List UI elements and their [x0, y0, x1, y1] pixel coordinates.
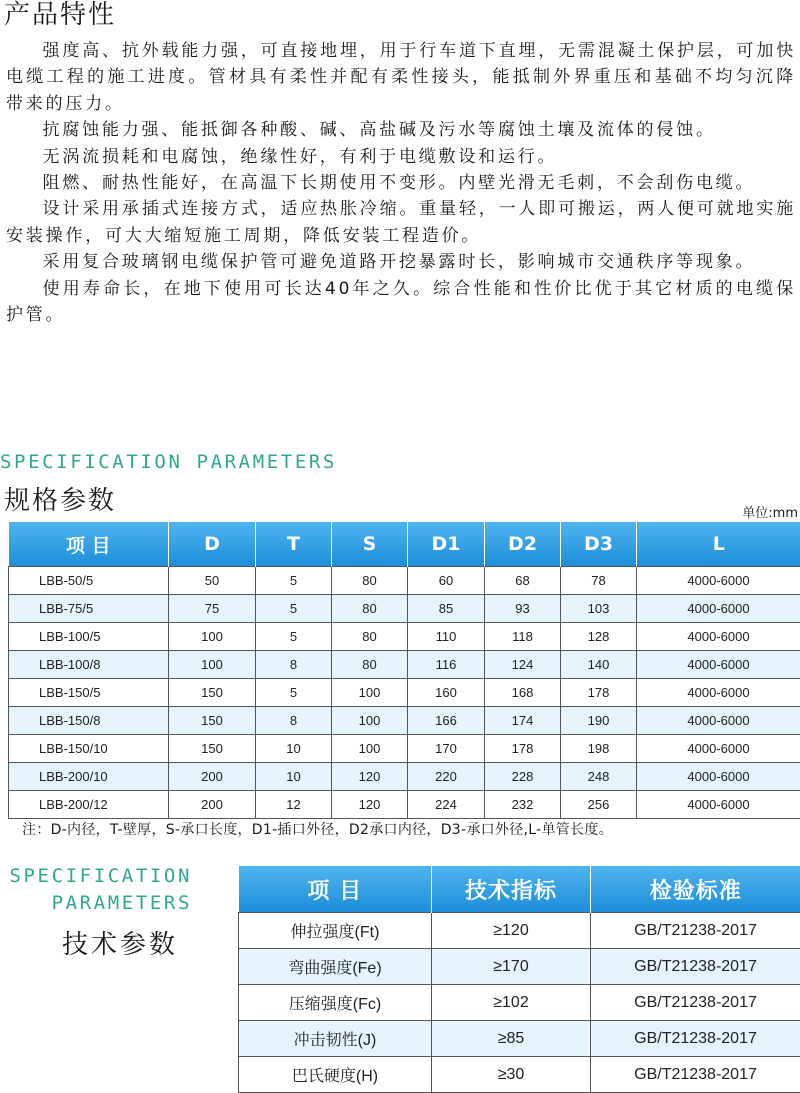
table-cell: 118 [485, 623, 561, 651]
column-header: D [169, 522, 256, 567]
table-cell: 168 [485, 679, 561, 707]
tech-heading-cn: 技术参数 [62, 924, 178, 961]
table-cell: ≥120 [432, 913, 591, 949]
table-cell: 160 [408, 679, 485, 707]
table-cell: 4000-6000 [637, 567, 800, 595]
table-cell: 10 [256, 735, 332, 763]
table-cell: GB/T21238-2017 [591, 949, 800, 985]
column-header: 技术指标 [432, 866, 591, 913]
table-cell: 压缩强度(Fc) [239, 985, 432, 1021]
column-header: D2 [485, 522, 561, 567]
table-cell: ≥85 [432, 1021, 591, 1057]
table-cell: 178 [561, 679, 637, 707]
table-cell: LBB-150/8 [9, 707, 169, 735]
table-cell: GB/T21238-2017 [591, 913, 800, 949]
table-cell: 8 [256, 651, 332, 679]
unit-label: 单位:mm [742, 502, 798, 521]
table-cell: 60 [408, 567, 485, 595]
table-cell: 128 [561, 623, 637, 651]
table-cell: ≥102 [432, 985, 591, 1021]
column-header: 项 目 [239, 866, 432, 913]
table-cell: 100 [332, 707, 408, 735]
table-row [9, 735, 800, 763]
table-cell: 80 [332, 623, 408, 651]
table-row [239, 913, 800, 949]
column-header: L [637, 522, 800, 567]
table-cell: 178 [485, 735, 561, 763]
table-cell: 4000-6000 [637, 735, 800, 763]
table-cell: 100 [169, 651, 256, 679]
table-cell: 150 [169, 707, 256, 735]
feature-paragraph: 抗腐蚀能力强、能抵御各种酸、碱、高盐碱及污水等腐蚀土壤及流体的侵蚀。 [6, 117, 796, 143]
spec-table [8, 522, 800, 819]
table-cell: 弯曲强度(Fe) [239, 949, 432, 985]
table-cell: 190 [561, 707, 637, 735]
table-row [239, 949, 800, 985]
table-cell: 140 [561, 651, 637, 679]
column-header: 项 目 [9, 522, 169, 567]
table-cell: LBB-100/5 [9, 623, 169, 651]
table-cell: 80 [332, 567, 408, 595]
table-cell: LBB-50/5 [9, 567, 169, 595]
tech-table-body [239, 913, 800, 1093]
table-cell: ≥170 [432, 949, 591, 985]
spec-heading-en: SPECIFICATION PARAMETERS [0, 451, 337, 473]
tech-table [238, 866, 800, 1093]
table-cell: 232 [485, 791, 561, 819]
table-cell: 166 [408, 707, 485, 735]
table-cell: LBB-75/5 [9, 595, 169, 623]
table-row [9, 791, 800, 819]
table-cell: 110 [408, 623, 485, 651]
table-cell: 100 [332, 679, 408, 707]
table-cell: 4000-6000 [637, 707, 800, 735]
table-cell: 228 [485, 763, 561, 791]
table-cell: 85 [408, 595, 485, 623]
table-note: 注：D-内径，T-壁厚，S-承口长度，D1-插口外径，D2承口内径，D3-承口外径,L-单管长度。 [22, 819, 613, 839]
table-cell: LBB-200/10 [9, 763, 169, 791]
table-cell: 78 [561, 567, 637, 595]
feature-paragraph: 强度高、抗外载能力强，可直接地埋，用于行车道下直埋，无需混凝土保护层，可加快电缆工程的施工进度。管材具有柔性并配有柔性接头，能抵制外界重压和基础不均匀沉降带来的压力。 [6, 38, 796, 117]
table-cell: LBB-200/12 [9, 791, 169, 819]
table-cell: GB/T21238-2017 [591, 1021, 800, 1057]
feature-paragraph: 无涡流损耗和电腐蚀，绝缘性好，有利于电缆敷设和运行。 [6, 144, 796, 170]
table-row [9, 651, 800, 679]
table-row [9, 763, 800, 791]
table-cell: 10 [256, 763, 332, 791]
table-cell: 5 [256, 623, 332, 651]
spec-heading-cn: 规格参数 [4, 480, 116, 517]
table-cell: 巴氏硬度(H) [239, 1057, 432, 1093]
column-header: T [256, 522, 332, 567]
table-cell: 5 [256, 679, 332, 707]
table-cell: 4000-6000 [637, 651, 800, 679]
table-cell: 4000-6000 [637, 595, 800, 623]
table-cell: 200 [169, 763, 256, 791]
table-cell: 80 [332, 595, 408, 623]
table-row [9, 567, 800, 595]
table-cell: LBB-150/10 [9, 735, 169, 763]
table-cell: 75 [169, 595, 256, 623]
table-cell: 5 [256, 567, 332, 595]
table-cell: 116 [408, 651, 485, 679]
table-cell: 68 [485, 567, 561, 595]
column-header: 检验标准 [591, 866, 800, 913]
table-cell: LBB-100/8 [9, 651, 169, 679]
table-cell: 4000-6000 [637, 763, 800, 791]
table-cell: 8 [256, 707, 332, 735]
tech-heading-en-line2: PARAMETERS [0, 890, 192, 917]
table-cell: 100 [169, 623, 256, 651]
table-cell: 170 [408, 735, 485, 763]
table-cell: GB/T21238-2017 [591, 985, 800, 1021]
table-cell: 冲击韧性(J) [239, 1021, 432, 1057]
table-cell: 248 [561, 763, 637, 791]
feature-paragraph: 阻燃、耐热性能好，在高温下长期使用不变形。内壁光滑无毛刺，不会刮伤电缆。 [6, 170, 796, 196]
table-cell: 120 [332, 791, 408, 819]
table-row [239, 1021, 800, 1057]
feature-paragraph: 设计采用承插式连接方式，适应热胀冷缩。重量轻，一人即可搬运，两人便可就地实施安装操作，可大大缩短施工周期，降低安装工程造价。 [6, 196, 796, 249]
table-cell: 124 [485, 651, 561, 679]
table-cell: 100 [332, 735, 408, 763]
table-row [239, 985, 800, 1021]
feature-paragraph: 采用复合玻璃钢电缆保护管可避免道路开挖暴露时长，影响城市交通秩序等现象。 [6, 249, 796, 275]
table-cell: 174 [485, 707, 561, 735]
table-cell: 4000-6000 [637, 623, 800, 651]
table-cell: 150 [169, 679, 256, 707]
table-cell: 5 [256, 595, 332, 623]
table-cell: 80 [332, 651, 408, 679]
table-cell: 93 [485, 595, 561, 623]
tech-heading-en [0, 863, 192, 917]
column-header: D3 [561, 522, 637, 567]
table-cell: 220 [408, 763, 485, 791]
table-cell: 103 [561, 595, 637, 623]
table-row [9, 623, 800, 651]
table-cell: 200 [169, 791, 256, 819]
spec-table-header [9, 522, 800, 567]
table-row [9, 679, 800, 707]
table-cell: GB/T21238-2017 [591, 1057, 800, 1093]
table-cell: 256 [561, 791, 637, 819]
features-title: 产品特性 [4, 0, 116, 32]
spec-table-body [9, 567, 800, 819]
column-header: D1 [408, 522, 485, 567]
table-row [9, 707, 800, 735]
column-header: S [332, 522, 408, 567]
features-text [6, 38, 796, 328]
table-cell: 198 [561, 735, 637, 763]
table-cell: 4000-6000 [637, 679, 800, 707]
table-cell: 12 [256, 791, 332, 819]
table-cell: 伸拉强度(Ft) [239, 913, 432, 949]
tech-table-header [239, 866, 800, 913]
table-row [9, 595, 800, 623]
table-cell: ≥30 [432, 1057, 591, 1093]
table-cell: 120 [332, 763, 408, 791]
table-cell: 50 [169, 567, 256, 595]
feature-paragraph: 使用寿命长，在地下使用可长达40年之久。综合性能和性价比优于其它材质的电缆保护管。 [6, 276, 796, 329]
table-cell: 150 [169, 735, 256, 763]
tech-heading-en-line1: SPECIFICATION [0, 863, 192, 890]
table-cell: 4000-6000 [637, 791, 800, 819]
table-cell: 224 [408, 791, 485, 819]
table-cell: LBB-150/5 [9, 679, 169, 707]
table-row [239, 1057, 800, 1093]
